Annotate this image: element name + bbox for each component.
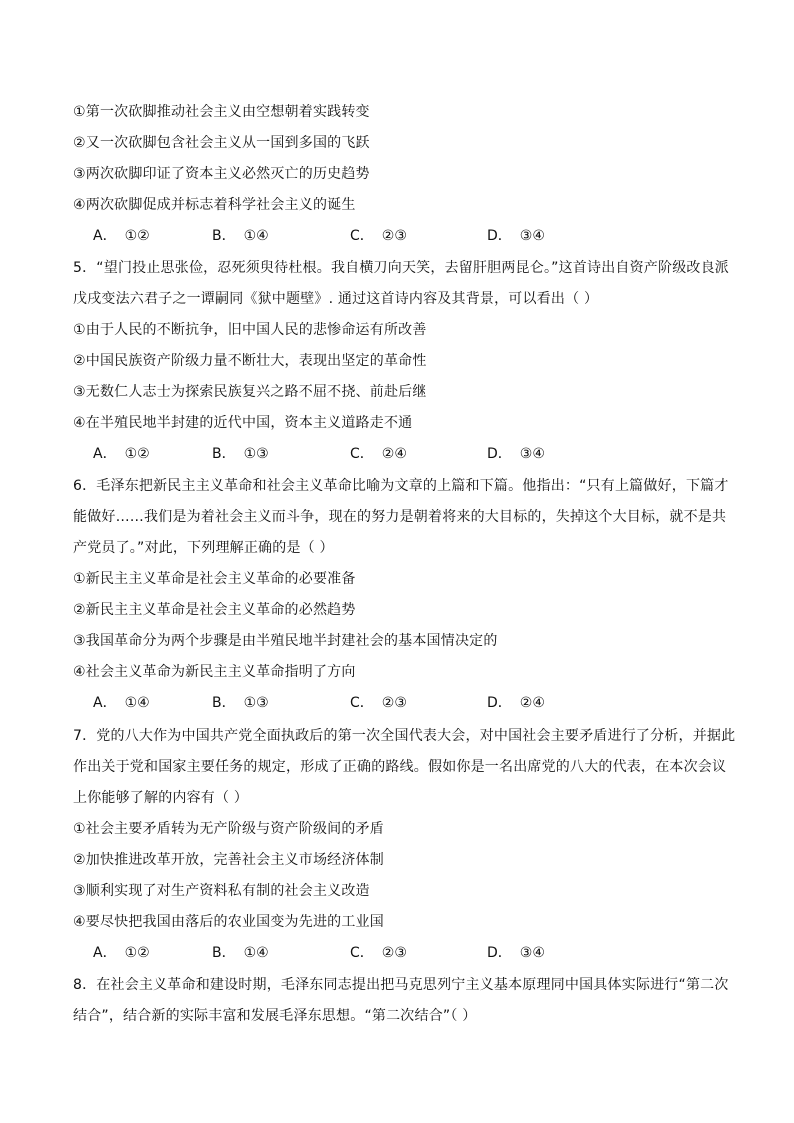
q7-stem-line-1: 7．党的八大作为中国共产党全面执政后的第一次全国代表大会，对中国社会主要矛盾进行了分析，并据此 (73, 728, 736, 744)
q5-statement-4: ④在半殖民地半封建的近代中国，资本主义道路走不通 (73, 415, 413, 431)
q7-options (93, 943, 593, 963)
q6-option-c[interactable]: C． ②③ (350, 695, 407, 711)
q5-option-a[interactable]: A． ①② (93, 446, 150, 462)
q4-option-b[interactable]: B． ①④ (212, 228, 269, 244)
q5-options (93, 444, 593, 464)
q6-statement-4: ④社会主义革命为新民主主义革命指明了方向 (73, 664, 356, 680)
q6-option-d[interactable]: D． ②④ (487, 695, 545, 711)
q8-stem-line-2: 结合”，结合新的实际丰富和发展毛泽东思想。“第二次结合”（ ） (73, 1008, 477, 1024)
q5-statement-3: ③无数仁人志士为探索民族复兴之路不屈不挠、前赴后继 (73, 384, 427, 400)
q4-option-d[interactable]: D． ③④ (487, 228, 545, 244)
q6-option-a[interactable]: A． ①④ (93, 695, 150, 711)
q4-statement-2: ②又一次砍脚包含社会主义从一国到多国的飞跃 (73, 135, 370, 151)
q4-options (93, 226, 593, 246)
q5-option-c[interactable]: C． ②④ (350, 446, 407, 462)
q7-option-c[interactable]: C． ②③ (350, 945, 407, 961)
q7-option-d[interactable]: D． ③④ (487, 945, 545, 961)
q6-options (93, 693, 593, 713)
q6-statement-3: ③我国革命分为两个步骤是由半殖民地半封建社会的基本国情决定的 (73, 633, 498, 649)
q5-stem-line-2: 戊戌变法六君子之一谭嗣同《狱中题壁》. 通过这首诗内容及其背景，可以看出（ ） (73, 291, 599, 307)
q6-stem-line-1: 6．毛泽东把新民主主义革命和社会主义革命比喻为文章的上篇和下篇。他指出：“只有上篇做好，下篇才 (73, 478, 729, 494)
q7-statement-4: ④要尽快把我国由落后的农业国变为先进的工业国 (73, 914, 384, 930)
q5-option-b[interactable]: B． ①③ (212, 446, 269, 462)
q6-stem-line-2: 能做好……我们是为着社会主义而斗争，现在的努力是朝着将来的大目标的，失掉这个大目标，就不是共 (73, 509, 727, 525)
q6-stem-line-3: 产党员了。”对此，下列理解正确的是（ ） (73, 540, 334, 556)
q7-statement-3: ③顺利实现了对生产资料私有制的社会主义改造 (73, 883, 370, 899)
q8-stem-line-1: 8．在社会主义革命和建设时期，毛泽东同志提出把马克思列宁主义基本原理同中国具体实际进行“第二次 (73, 977, 729, 993)
q5-statement-2: ②中国民族资产阶级力量不断壮大，表现出坚定的革命性 (73, 353, 427, 369)
q4-option-c[interactable]: C． ②③ (350, 228, 407, 244)
q7-statement-2: ②加快推进改革开放，完善社会主义市场经济体制 (73, 852, 384, 868)
q7-statement-1: ①社会主要矛盾转为无产阶级与资产阶级间的矛盾 (73, 821, 384, 837)
q4-statement-1: ①第一次砍脚推动社会主义由空想朝着实践转变 (73, 104, 370, 120)
q6-statement-1: ①新民主主义革命是社会主义革命的必要准备 (73, 571, 356, 587)
q4-option-a[interactable]: A． ①② (93, 228, 150, 244)
q7-stem-line-2: 作出关于党和国家主要任务的规定，形成了正确的路线。假如你是一名出席党的八大的代表，在本次会议 (73, 759, 727, 775)
q6-statement-2: ②新民主主义革命是社会主义革命的必然趋势 (73, 602, 356, 618)
q7-option-a[interactable]: A． ①② (93, 945, 150, 961)
q4-statement-3: ③两次砍脚印证了资本主义必然灭亡的历史趋势 (73, 166, 370, 182)
q5-statement-1: ①由于人民的不断抗争，旧中国人民的悲惨命运有所改善 (73, 322, 427, 338)
q7-stem-line-3: 上你能够了解的内容有（ ） (73, 790, 249, 806)
q4-statement-4: ④两次砍脚促成并标志着科学社会主义的诞生 (73, 197, 356, 213)
q6-option-b[interactable]: B． ①③ (212, 695, 269, 711)
q5-option-d[interactable]: D． ③④ (487, 446, 545, 462)
q7-option-b[interactable]: B． ①④ (212, 945, 269, 961)
q5-stem-line-1: 5．“望门投止思张俭，忍死须臾待杜根。我自横刀向天笑，去留肝胆两昆仑。”这首诗出自资产阶级改良派 (73, 260, 730, 276)
